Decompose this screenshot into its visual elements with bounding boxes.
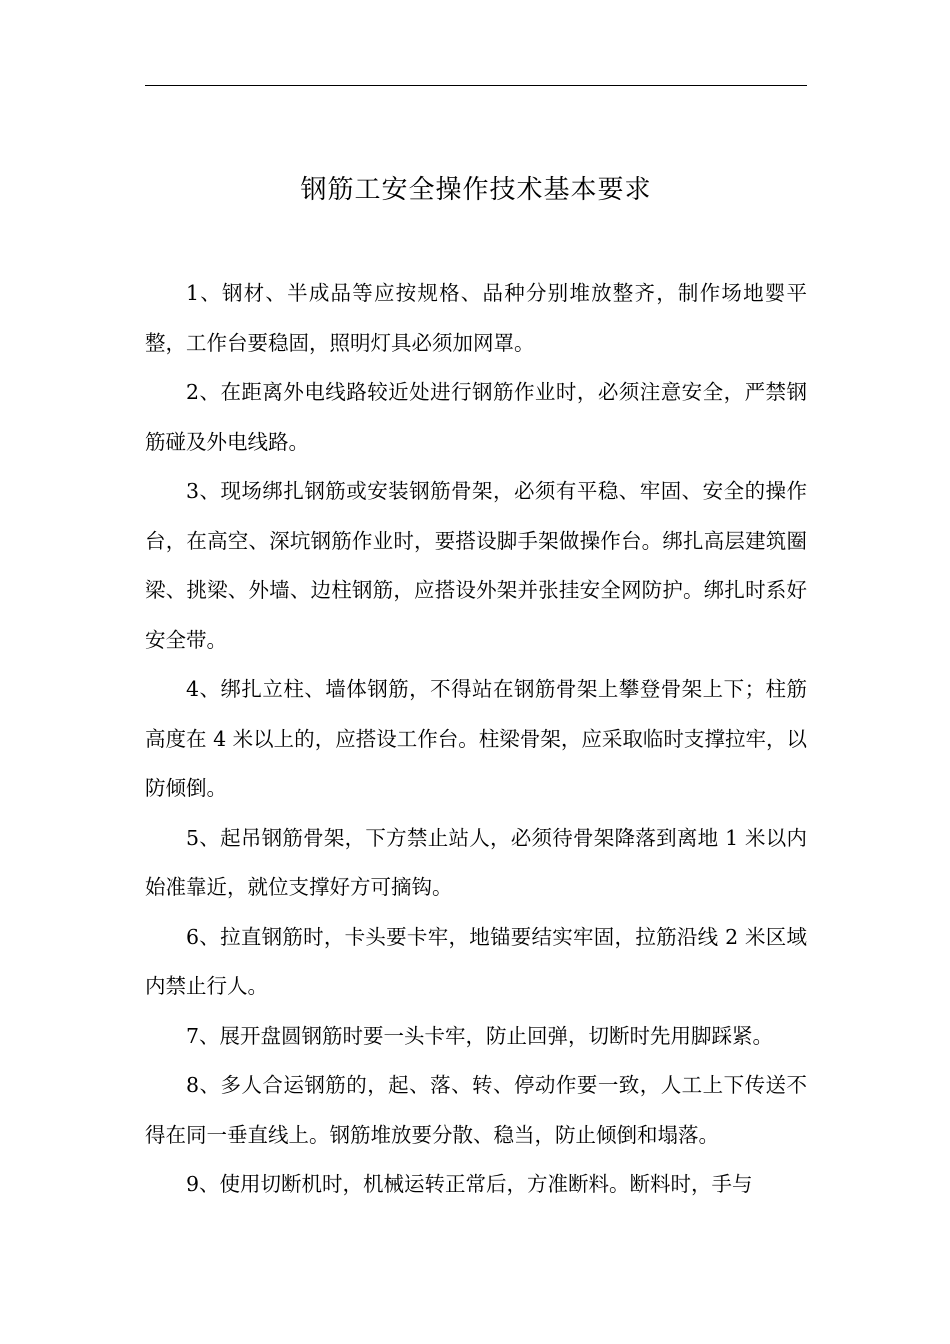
paragraph-6: 6、拉直钢筋时，卡头要卡牢，地锚要结实牢固，拉筋沿线 2 米区域内禁止行人。 [145,924,807,998]
paragraph-9: 9、使用切断机时，机械运转正常后，方准断料。断料时，手与 [186,1172,753,1196]
document-title: 钢筋工安全操作技术基本要求 [300,175,652,205]
paragraph-7: 7、展开盘圆钢筋时要一头卡牢，防止回弹，切断时先用脚踩紧。 [186,1023,774,1048]
paragraph-2: 2、在距离外电线路较近处进行钢筋作业时，必须注意安全，严禁钢筋碰及外电线路。 [145,380,807,454]
paragraph-5: 5、起吊钢筋骨架，下方禁止站人，必须待骨架降落到离地 1 米以内始准靠近，就位支撑好方可摘钩。 [145,825,807,899]
header-rule [145,85,807,86]
paragraph-8: 8、多人合运钢筋的，起、落、转、停动作要一致，人工上下传送不得在同一垂直线上。钢筋堆放要分散、稳当，防止倾倒和塌落。 [145,1073,807,1147]
paragraph-3: 3、现场绑扎钢筋或安装钢筋骨架，必须有平稳、牢固、安全的操作台，在高空、深坑钢筋作业时，要搭设脚手架做操作台。绑扎高层建筑圈梁、挑梁、外墙、边柱钢筋，应搭设外架并张挂安全网防护。绑扎时系好安全带。 [145,479,807,652]
document-body [145,269,807,1210]
paragraph-4: 4、绑扎立柱、墙体钢筋，不得站在钢筋骨架上攀登骨架上下；柱筋高度在 4 米以上的，应搭设工作台。柱梁骨架，应采取临时支撑拉牢，以防倾倒。 [145,677,807,800]
paragraph-1: 1、钢材、半成品等应按规格、品种分别堆放整齐，制作场地婴平整，工作台要稳固，照明灯具必须加网罩。 [145,281,807,355]
